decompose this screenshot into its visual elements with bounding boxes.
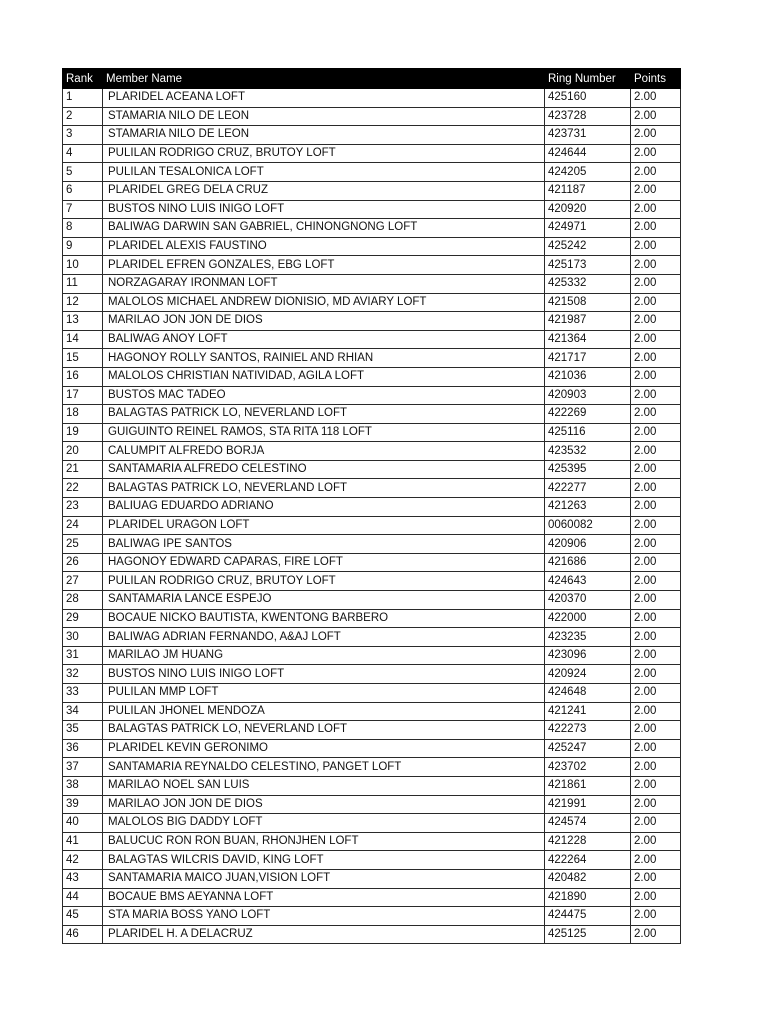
- points-cell: 2.00: [631, 665, 681, 684]
- rank-cell: 46: [63, 925, 103, 944]
- ring-number-cell: 423235: [545, 628, 631, 647]
- ring-number-cell: 421987: [545, 312, 631, 331]
- table-row: [63, 814, 681, 833]
- table-row: [63, 293, 681, 312]
- rank-cell: 14: [63, 330, 103, 349]
- table-row: [63, 498, 681, 517]
- points-cell: 2.00: [631, 274, 681, 293]
- ring-number-cell: 424971: [545, 219, 631, 238]
- points-cell: 2.00: [631, 776, 681, 795]
- points-cell: 2.00: [631, 832, 681, 851]
- member-name-cell: GUIGUINTO REINEL RAMOS, STA RITA 118 LOFT: [103, 423, 545, 442]
- ring-number-cell: 424648: [545, 684, 631, 703]
- member-name-cell: BUSTOS NINO LUIS INIGO LOFT: [103, 665, 545, 684]
- rank-cell: 45: [63, 907, 103, 926]
- ring-number-cell: 423096: [545, 646, 631, 665]
- member-name-cell: BALIWAG DARWIN SAN GABRIEL, CHINONGNONG LOFT: [103, 219, 545, 238]
- member-name-cell: BOCAUE NICKO BAUTISTA, KWENTONG BARBERO: [103, 609, 545, 628]
- results-table: [62, 68, 681, 944]
- points-cell: 2.00: [631, 516, 681, 535]
- rank-cell: 4: [63, 144, 103, 163]
- points-cell: 2.00: [631, 498, 681, 517]
- ring-number-cell: 421686: [545, 553, 631, 572]
- ring-number-cell: 424574: [545, 814, 631, 833]
- points-cell: 2.00: [631, 721, 681, 740]
- member-name-cell: PLARIDEL GREG DELA CRUZ: [103, 181, 545, 200]
- points-cell: 2.00: [631, 107, 681, 126]
- points-cell: 2.00: [631, 758, 681, 777]
- table-row: [63, 312, 681, 331]
- rank-cell: 37: [63, 758, 103, 777]
- table-row: [63, 795, 681, 814]
- ring-number-cell: 421991: [545, 795, 631, 814]
- member-name-cell: MARILAO JON JON DE DIOS: [103, 312, 545, 331]
- points-cell: 2.00: [631, 907, 681, 926]
- rank-cell: 22: [63, 479, 103, 498]
- rank-cell: 28: [63, 591, 103, 610]
- ring-number-cell: 421036: [545, 367, 631, 386]
- rank-cell: 19: [63, 423, 103, 442]
- ring-number-cell: 420370: [545, 591, 631, 610]
- table-row: [63, 237, 681, 256]
- ring-number-cell: 422000: [545, 609, 631, 628]
- table-row: [63, 776, 681, 795]
- table-row: [63, 758, 681, 777]
- member-name-cell: BALAGTAS PATRICK LO, NEVERLAND LOFT: [103, 405, 545, 424]
- member-name-cell: SANTAMARIA REYNALDO CELESTINO, PANGET LOFT: [103, 758, 545, 777]
- rank-cell: 1: [63, 89, 103, 108]
- table-row: [63, 572, 681, 591]
- member-name-cell: BUSTOS MAC TADEO: [103, 386, 545, 405]
- ring-number-cell: 424205: [545, 163, 631, 182]
- table-row: [63, 832, 681, 851]
- rank-cell: 31: [63, 646, 103, 665]
- points-cell: 2.00: [631, 869, 681, 888]
- table-row: [63, 907, 681, 926]
- ring-number-cell: 424644: [545, 144, 631, 163]
- rank-cell: 13: [63, 312, 103, 331]
- ring-number-cell: 423731: [545, 126, 631, 145]
- member-name-cell: CALUMPIT ALFREDO BORJA: [103, 442, 545, 461]
- points-cell: 2.00: [631, 200, 681, 219]
- member-name-cell: PLARIDEL ACEANA LOFT: [103, 89, 545, 108]
- table-row: [63, 386, 681, 405]
- table-row: [63, 200, 681, 219]
- rank-cell: 16: [63, 367, 103, 386]
- header-row: [63, 69, 681, 89]
- table-row: [63, 851, 681, 870]
- ring-number-cell: 425160: [545, 89, 631, 108]
- ring-number-cell: 0060082: [545, 516, 631, 535]
- ring-number-cell: 420920: [545, 200, 631, 219]
- ring-number-cell: 422273: [545, 721, 631, 740]
- table-row: [63, 219, 681, 238]
- rank-cell: 34: [63, 702, 103, 721]
- ring-number-cell: 422264: [545, 851, 631, 870]
- ring-number-cell: 420924: [545, 665, 631, 684]
- table-row: [63, 888, 681, 907]
- ring-number-cell: 421263: [545, 498, 631, 517]
- table-row: [63, 423, 681, 442]
- points-cell: 2.00: [631, 572, 681, 591]
- member-name-cell: PULILAN TESALONICA LOFT: [103, 163, 545, 182]
- points-cell: 2.00: [631, 553, 681, 572]
- points-cell: 2.00: [631, 386, 681, 405]
- rank-cell: 24: [63, 516, 103, 535]
- ring-number-cell: 421364: [545, 330, 631, 349]
- rank-cell: 38: [63, 776, 103, 795]
- points-cell: 2.00: [631, 163, 681, 182]
- table-row: [63, 367, 681, 386]
- table-row: [63, 591, 681, 610]
- member-name-cell: STAMARIA NILO DE LEON: [103, 107, 545, 126]
- table-row: [63, 535, 681, 554]
- points-cell: 2.00: [631, 814, 681, 833]
- ring-number-cell: 425125: [545, 925, 631, 944]
- points-cell: 2.00: [631, 535, 681, 554]
- points-cell: 2.00: [631, 702, 681, 721]
- ring-number-cell: 423532: [545, 442, 631, 461]
- points-cell: 2.00: [631, 795, 681, 814]
- rank-cell: 40: [63, 814, 103, 833]
- rank-cell: 10: [63, 256, 103, 275]
- rank-cell: 26: [63, 553, 103, 572]
- points-cell: 2.00: [631, 405, 681, 424]
- member-name-cell: STAMARIA NILO DE LEON: [103, 126, 545, 145]
- rank-cell: 30: [63, 628, 103, 647]
- ring-number-cell: 422269: [545, 405, 631, 424]
- ring-number-cell: 423728: [545, 107, 631, 126]
- table-row: [63, 869, 681, 888]
- member-name-cell: PULILAN JHONEL MENDOZA: [103, 702, 545, 721]
- member-name-cell: MALOLOS BIG DADDY LOFT: [103, 814, 545, 833]
- table-row: [63, 442, 681, 461]
- ring-number-cell: 421717: [545, 349, 631, 368]
- rank-cell: 41: [63, 832, 103, 851]
- rank-cell: 8: [63, 219, 103, 238]
- ring-number-cell: 421890: [545, 888, 631, 907]
- member-name-cell: MARILAO NOEL SAN LUIS: [103, 776, 545, 795]
- rank-cell: 7: [63, 200, 103, 219]
- rank-cell: 23: [63, 498, 103, 517]
- member-name-cell: PLARIDEL URAGON LOFT: [103, 516, 545, 535]
- rank-cell: 9: [63, 237, 103, 256]
- member-name-cell: PLARIDEL H. A DELACRUZ: [103, 925, 545, 944]
- table-row: [63, 144, 681, 163]
- points-cell: 2.00: [631, 646, 681, 665]
- table-row: [63, 349, 681, 368]
- member-name-cell: PLARIDEL EFREN GONZALES, EBG LOFT: [103, 256, 545, 275]
- ring-number-cell: 425395: [545, 460, 631, 479]
- ring-number-cell: 425242: [545, 237, 631, 256]
- rank-cell: 5: [63, 163, 103, 182]
- rank-cell: 42: [63, 851, 103, 870]
- points-cell: 2.00: [631, 181, 681, 200]
- points-cell: 2.00: [631, 349, 681, 368]
- table-row: [63, 479, 681, 498]
- rank-cell: 43: [63, 869, 103, 888]
- points-cell: 2.00: [631, 739, 681, 758]
- member-name-cell: BALIWAG ADRIAN FERNANDO, A&AJ LOFT: [103, 628, 545, 647]
- member-name-cell: HAGONOY ROLLY SANTOS, RAINIEL AND RHIAN: [103, 349, 545, 368]
- points-cell: 2.00: [631, 89, 681, 108]
- ring-number-cell: 425247: [545, 739, 631, 758]
- rank-cell: 3: [63, 126, 103, 145]
- rank-cell: 18: [63, 405, 103, 424]
- rank-cell: 20: [63, 442, 103, 461]
- table-row: [63, 628, 681, 647]
- member-name-cell: HAGONOY EDWARD CAPARAS, FIRE LOFT: [103, 553, 545, 572]
- points-cell: 2.00: [631, 925, 681, 944]
- ring-number-cell: 420903: [545, 386, 631, 405]
- table-body: [63, 89, 681, 944]
- points-cell: 2.00: [631, 312, 681, 331]
- table-row: [63, 274, 681, 293]
- rank-cell: 44: [63, 888, 103, 907]
- table-row: [63, 702, 681, 721]
- ring-number-cell: 424475: [545, 907, 631, 926]
- ring-number-cell: 423702: [545, 758, 631, 777]
- member-name-cell: BOCAUE BMS AEYANNA LOFT: [103, 888, 545, 907]
- points-cell: 2.00: [631, 851, 681, 870]
- points-cell: 2.00: [631, 293, 681, 312]
- table-row: [63, 126, 681, 145]
- rank-cell: 36: [63, 739, 103, 758]
- rank-cell: 12: [63, 293, 103, 312]
- member-name-cell: MALOLOS CHRISTIAN NATIVIDAD, AGILA LOFT: [103, 367, 545, 386]
- rank-cell: 32: [63, 665, 103, 684]
- table-row: [63, 163, 681, 182]
- table-row: [63, 330, 681, 349]
- table-row: [63, 739, 681, 758]
- ring-number-cell: 420906: [545, 535, 631, 554]
- rank-cell: 6: [63, 181, 103, 200]
- ring-number-cell: 421241: [545, 702, 631, 721]
- table-row: [63, 107, 681, 126]
- table-row: [63, 553, 681, 572]
- member-name-cell: MALOLOS MICHAEL ANDREW DIONISIO, MD AVIARY LOFT: [103, 293, 545, 312]
- member-name-cell: BALIWAG IPE SANTOS: [103, 535, 545, 554]
- table-row: [63, 646, 681, 665]
- points-cell: 2.00: [631, 442, 681, 461]
- table-header: [63, 69, 681, 89]
- rank-cell: 29: [63, 609, 103, 628]
- rank-cell: 2: [63, 107, 103, 126]
- points-cell: 2.00: [631, 330, 681, 349]
- column-header-ring-number: Ring Number: [545, 69, 631, 89]
- rank-cell: 39: [63, 795, 103, 814]
- points-cell: 2.00: [631, 423, 681, 442]
- rank-cell: 11: [63, 274, 103, 293]
- rank-cell: 33: [63, 684, 103, 703]
- rank-cell: 17: [63, 386, 103, 405]
- member-name-cell: MARILAO JM HUANG: [103, 646, 545, 665]
- column-header-member-name: Member Name: [103, 69, 545, 89]
- member-name-cell: NORZAGARAY IRONMAN LOFT: [103, 274, 545, 293]
- ring-number-cell: 422277: [545, 479, 631, 498]
- member-name-cell: BALUCUC RON RON BUAN, RHONJHEN LOFT: [103, 832, 545, 851]
- ring-number-cell: 421861: [545, 776, 631, 795]
- points-cell: 2.00: [631, 479, 681, 498]
- ring-number-cell: 424643: [545, 572, 631, 591]
- points-cell: 2.00: [631, 126, 681, 145]
- table-row: [63, 609, 681, 628]
- member-name-cell: BUSTOS NINO LUIS INIGO LOFT: [103, 200, 545, 219]
- ring-number-cell: 425332: [545, 274, 631, 293]
- points-cell: 2.00: [631, 256, 681, 275]
- ring-number-cell: 421187: [545, 181, 631, 200]
- rank-cell: 25: [63, 535, 103, 554]
- member-name-cell: BALIWAG ANOY LOFT: [103, 330, 545, 349]
- member-name-cell: BALIUAG EDUARDO ADRIANO: [103, 498, 545, 517]
- points-cell: 2.00: [631, 219, 681, 238]
- table-row: [63, 256, 681, 275]
- member-name-cell: BALAGTAS PATRICK LO, NEVERLAND LOFT: [103, 479, 545, 498]
- ring-number-cell: 425173: [545, 256, 631, 275]
- rank-cell: 35: [63, 721, 103, 740]
- points-cell: 2.00: [631, 888, 681, 907]
- table-row: [63, 721, 681, 740]
- member-name-cell: SANTAMARIA ALFREDO CELESTINO: [103, 460, 545, 479]
- member-name-cell: STA MARIA BOSS YANO LOFT: [103, 907, 545, 926]
- member-name-cell: BALAGTAS PATRICK LO, NEVERLAND LOFT: [103, 721, 545, 740]
- member-name-cell: PLARIDEL KEVIN GERONIMO: [103, 739, 545, 758]
- table-row: [63, 405, 681, 424]
- ring-number-cell: 421228: [545, 832, 631, 851]
- member-name-cell: PLARIDEL ALEXIS FAUSTINO: [103, 237, 545, 256]
- ring-number-cell: 420482: [545, 869, 631, 888]
- rank-cell: 27: [63, 572, 103, 591]
- table-row: [63, 684, 681, 703]
- member-name-cell: PULILAN RODRIGO CRUZ, BRUTOY LOFT: [103, 572, 545, 591]
- member-name-cell: PULILAN RODRIGO CRUZ, BRUTOY LOFT: [103, 144, 545, 163]
- points-cell: 2.00: [631, 591, 681, 610]
- table-row: [63, 181, 681, 200]
- member-name-cell: BALAGTAS WILCRIS DAVID, KING LOFT: [103, 851, 545, 870]
- points-cell: 2.00: [631, 684, 681, 703]
- table-row: [63, 925, 681, 944]
- spreadsheet-page: [62, 68, 680, 944]
- table-row: [63, 460, 681, 479]
- points-cell: 2.00: [631, 237, 681, 256]
- ring-number-cell: 425116: [545, 423, 631, 442]
- table-row: [63, 89, 681, 108]
- member-name-cell: SANTAMARIA LANCE ESPEJO: [103, 591, 545, 610]
- ring-number-cell: 421508: [545, 293, 631, 312]
- points-cell: 2.00: [631, 609, 681, 628]
- member-name-cell: PULILAN MMP LOFT: [103, 684, 545, 703]
- table-row: [63, 665, 681, 684]
- column-header-rank: Rank: [63, 69, 103, 89]
- rank-cell: 21: [63, 460, 103, 479]
- rank-cell: 15: [63, 349, 103, 368]
- points-cell: 2.00: [631, 628, 681, 647]
- member-name-cell: MARILAO JON JON DE DIOS: [103, 795, 545, 814]
- table-row: [63, 516, 681, 535]
- member-name-cell: SANTAMARIA MAICO JUAN,VISION LOFT: [103, 869, 545, 888]
- points-cell: 2.00: [631, 367, 681, 386]
- column-header-points: Points: [631, 69, 681, 89]
- points-cell: 2.00: [631, 460, 681, 479]
- points-cell: 2.00: [631, 144, 681, 163]
